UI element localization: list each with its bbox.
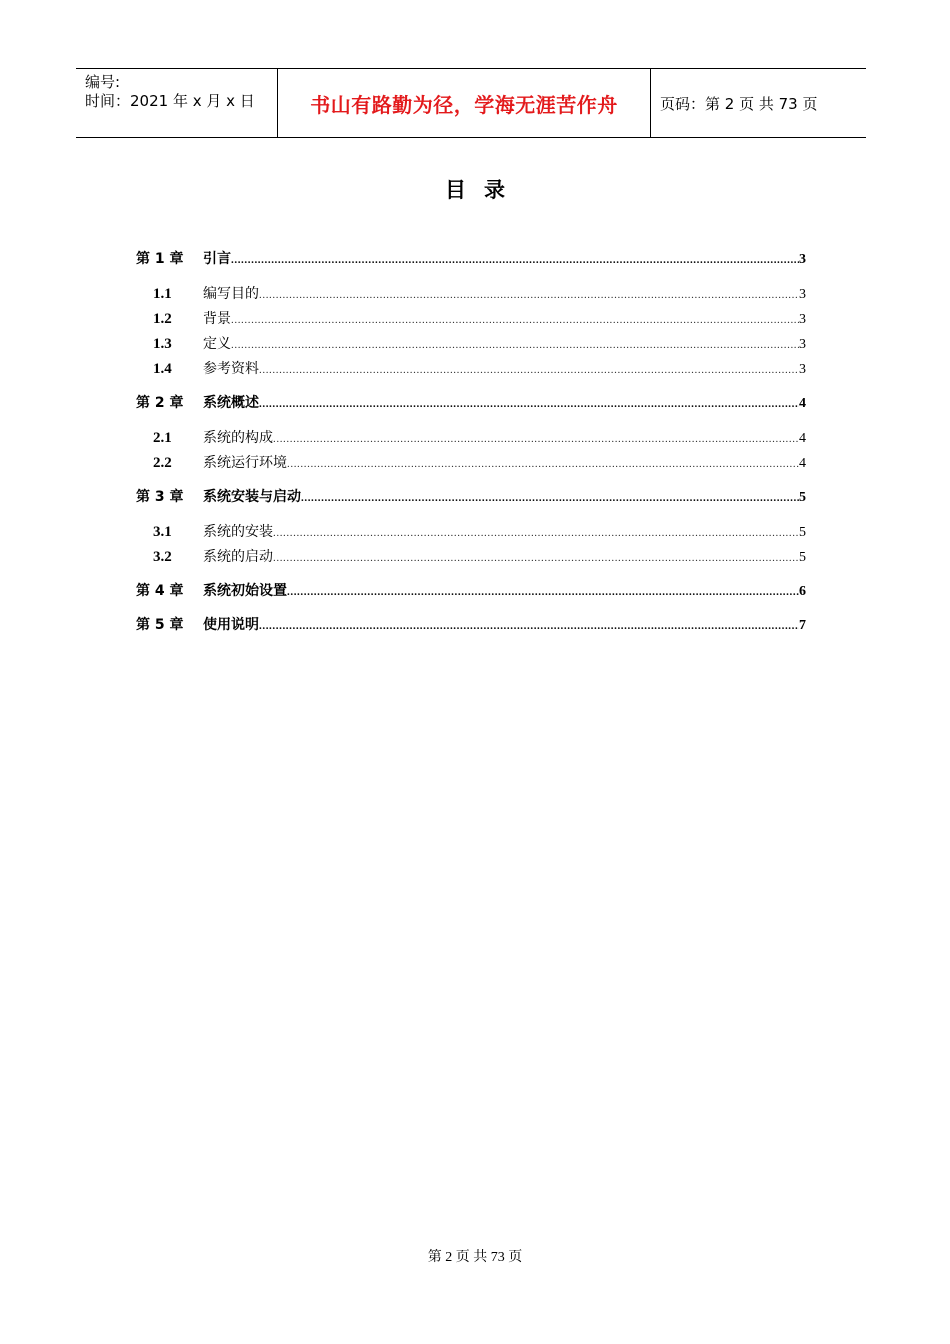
toc-entry-title: 系统运行环境: [203, 455, 287, 471]
toc-section-entry[interactable]: [136, 521, 806, 541]
toc-dot-leader: [273, 433, 799, 445]
toc-dot-leader: [231, 254, 799, 266]
toc-entry-title: 系统初始设置: [203, 583, 287, 599]
toc-dot-leader: [259, 398, 799, 410]
toc-entry-page: 3: [799, 337, 806, 352]
toc-chapter-entry[interactable]: [136, 614, 806, 634]
toc-entry-page: 3: [799, 252, 806, 267]
toc-entry-title: 系统安装与启动: [203, 489, 301, 505]
serial-number-label: 编号:: [85, 73, 121, 91]
toc-entry-number: 第 1 章: [136, 251, 184, 267]
toc-dot-leader: [287, 458, 799, 470]
toc-entry-page: 3: [799, 312, 806, 327]
toc-chapter-entry[interactable]: [136, 580, 806, 600]
toc-dot-leader: [273, 552, 799, 564]
toc-entry-number: 3.2: [153, 549, 172, 565]
document-header: [76, 68, 866, 138]
toc-dot-leader: [287, 586, 799, 598]
page-code-label: 页码：第 2 页 共 73 页: [660, 94, 818, 113]
toc-entry-title: 编写目的: [203, 286, 259, 302]
date-label: 时间：2021 年 x 月 x 日: [85, 92, 255, 110]
toc-dot-leader: [231, 339, 799, 351]
toc-entry-title: 定义: [203, 336, 231, 352]
toc-entry-title: 使用说明: [203, 617, 259, 633]
page-footer: 第 2 页 共 73 页: [427, 1250, 523, 1265]
toc-chapter-entry[interactable]: [136, 248, 806, 268]
toc-entry-title: 系统概述: [203, 395, 259, 411]
toc-dot-leader: [259, 289, 799, 301]
toc-section-entry[interactable]: [136, 283, 806, 303]
toc-title: 目录: [445, 178, 523, 202]
toc-entry-number: 2.1: [153, 430, 172, 446]
toc-entry-title: 参考资料: [203, 361, 259, 377]
toc-section-entry[interactable]: [136, 452, 806, 472]
toc-entry-number: 第 4 章: [136, 583, 184, 599]
toc-entry-title: 系统的构成: [203, 430, 273, 446]
toc-entry-page: 4: [799, 431, 806, 446]
toc-entry-page: 4: [799, 456, 806, 471]
toc-entry-page: 5: [799, 525, 806, 540]
toc-entry-page: 6: [799, 584, 806, 599]
toc-entry-title: 系统的安装: [203, 524, 273, 540]
toc-entry-number: 1.4: [153, 361, 172, 377]
toc-entry-number: 1.2: [153, 311, 172, 327]
header-motto-cell: [278, 69, 651, 137]
toc-entry-number: 第 5 章: [136, 617, 184, 633]
toc-section-entry[interactable]: [136, 308, 806, 328]
toc-section-entry[interactable]: [136, 333, 806, 353]
toc-entry-number: 3.1: [153, 524, 172, 540]
toc-dot-leader: [301, 492, 799, 504]
toc-entry-number: 第 2 章: [136, 395, 184, 411]
toc-dot-leader: [273, 527, 799, 539]
toc-entry-number: 第 3 章: [136, 489, 184, 505]
toc-entry-page: 5: [799, 550, 806, 565]
toc-dot-leader: [231, 314, 799, 326]
toc-entry-page: 5: [799, 490, 806, 505]
toc-entry-page: 3: [799, 287, 806, 302]
toc-entry-title: 背景: [203, 311, 231, 327]
toc-section-entry[interactable]: [136, 546, 806, 566]
toc-section-entry[interactable]: [136, 358, 806, 378]
motto-text: 书山有路勤为径，学海无涯苦作舟: [310, 92, 618, 117]
toc-dot-leader: [259, 620, 799, 632]
toc-entry-page: 3: [799, 362, 806, 377]
header-info-cell: [76, 69, 278, 137]
toc-entry-page: 7: [799, 618, 806, 633]
toc-chapter-entry[interactable]: [136, 486, 806, 506]
toc-chapter-entry[interactable]: [136, 392, 806, 412]
header-page-cell: [651, 69, 866, 137]
toc-section-entry[interactable]: [136, 427, 806, 447]
toc-entry-page: 4: [799, 396, 806, 411]
toc-entry-number: 1.1: [153, 286, 172, 302]
toc-entry-number: 2.2: [153, 455, 172, 471]
toc-entry-title: 系统的启动: [203, 549, 273, 565]
toc-dot-leader: [259, 364, 799, 376]
toc-entry-title: 引言: [203, 251, 231, 267]
toc-entry-number: 1.3: [153, 336, 172, 352]
